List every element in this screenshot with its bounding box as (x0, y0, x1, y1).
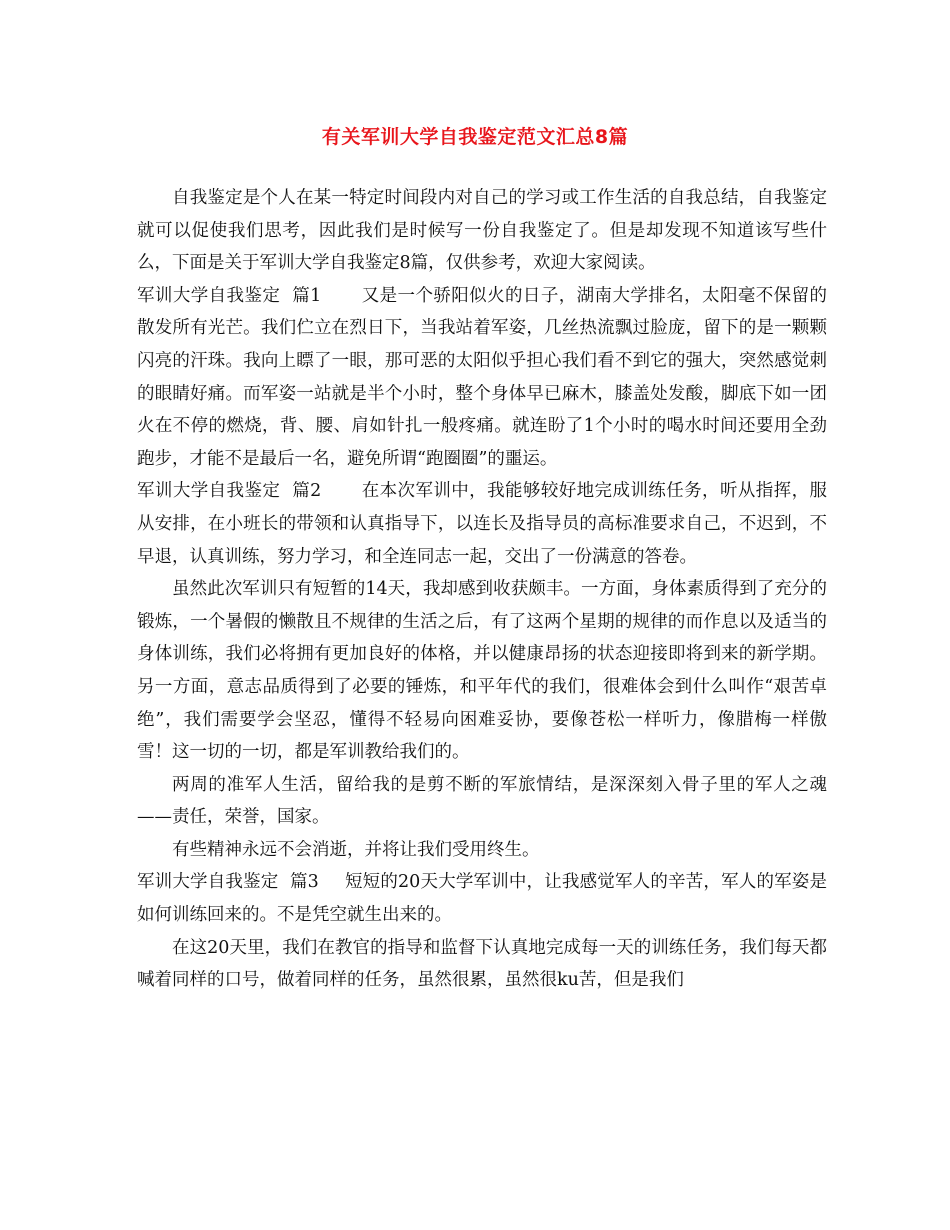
paragraph-spirit: 有些精神永远不会消逝，并将让我们受用终生。 (172, 839, 540, 860)
section-3-text: 短短的20天大学军训中，让我感觉军人的辛苦，军人的军姿是如何训练回来的。不是凭空就生出来的。 (137, 872, 827, 926)
section-2-heading: 军训大学自我鉴定 篇2 (137, 481, 322, 502)
document-body (137, 182, 827, 997)
section-2-text: 在本次军训中，我能够较好地完成训练任务，听从指挥，服从安排，在小班长的带领和认真指导下，以连长及指导员的高标准要求自己，不迟到，不早退，认真训练，努力学习，和全连同志一起，交出了一份满意的答卷。 (137, 481, 828, 567)
section-1-paragraph (137, 280, 827, 476)
section-2-paragraph (137, 475, 827, 573)
section-1-text: 又是一个骄阳似火的日子，湖南大学排名，太阳毫不保留的散发所有光芒。我们伫立在烈日下，当我站着军姿，几丝热流飘过脸庞，留下的是一颗颗闪亮的汗珠。我向上瞟了一眼，那可恶的太阳似乎担心我们看不到它的强大，突然感觉刺的眼睛好痛。而军姿一站就是半个小时，整个身体早已麻木，膝盖处发酸，脚底下如一团火在不停的燃烧，背、腰、肩如针扎一般疼痛。就连盼了1个小时的喝水时间还要用全劲跑步，才能不是最后一名，避免所谓“跑圈圈”的噩运。 (137, 285, 828, 469)
intro-paragraph: 自我鉴定是个人在某一特定时间段内对自己的学习或工作生活的自我总结，自我鉴定就可以促使我们思考，因此我们是时候写一份自我鉴定了。但是却发现不知道该写些什么，下面是关于军训大学自我鉴定8篇，仅供参考，欢迎大家阅读。 (137, 188, 827, 274)
paragraph-two-weeks: 两周的准军人生活，留给我的是剪不断的军旅情结，是深深刻入骨子里的军人之魂——责任，荣誉，国家。 (137, 774, 827, 828)
section-1-heading: 军训大学自我鉴定 篇1 (137, 285, 322, 306)
section-3-paragraph (137, 866, 827, 931)
paragraph-training-gains: 虽然此次军训只有短暂的14天，我却感到收获颇丰。一方面，身体素质得到了充分的锻炼，一个暑假的懒散且不规律的生活之后，有了这两个星期的规律的而作息以及适当的身体训练，我们必将拥有更加良好的体格，并以健康昂扬的状态迎接即将到来的新学期。另一方面，意志品质得到了必要的锤炼，和平年代的我们，很难体会到什么叫作“艰苦卓绝”，我们需要学会坚忍，懂得不轻易向困难妥协，要像苍松一样听力，像腊梅一样傲雪！这一切的一切，都是军训教给我们的。 (137, 579, 827, 763)
paragraph-twenty-days: 在这20天里，我们在教官的指导和监督下认真地完成每一天的训练任务，我们每天都喊着同样的口号，做着同样的任务，虽然很累，虽然很ku苦，但是我们 (137, 937, 827, 991)
document-title: 有关军训大学自我鉴定范文汇总8篇 (321, 126, 629, 148)
section-3-heading: 军训大学自我鉴定 篇3 (137, 872, 319, 893)
